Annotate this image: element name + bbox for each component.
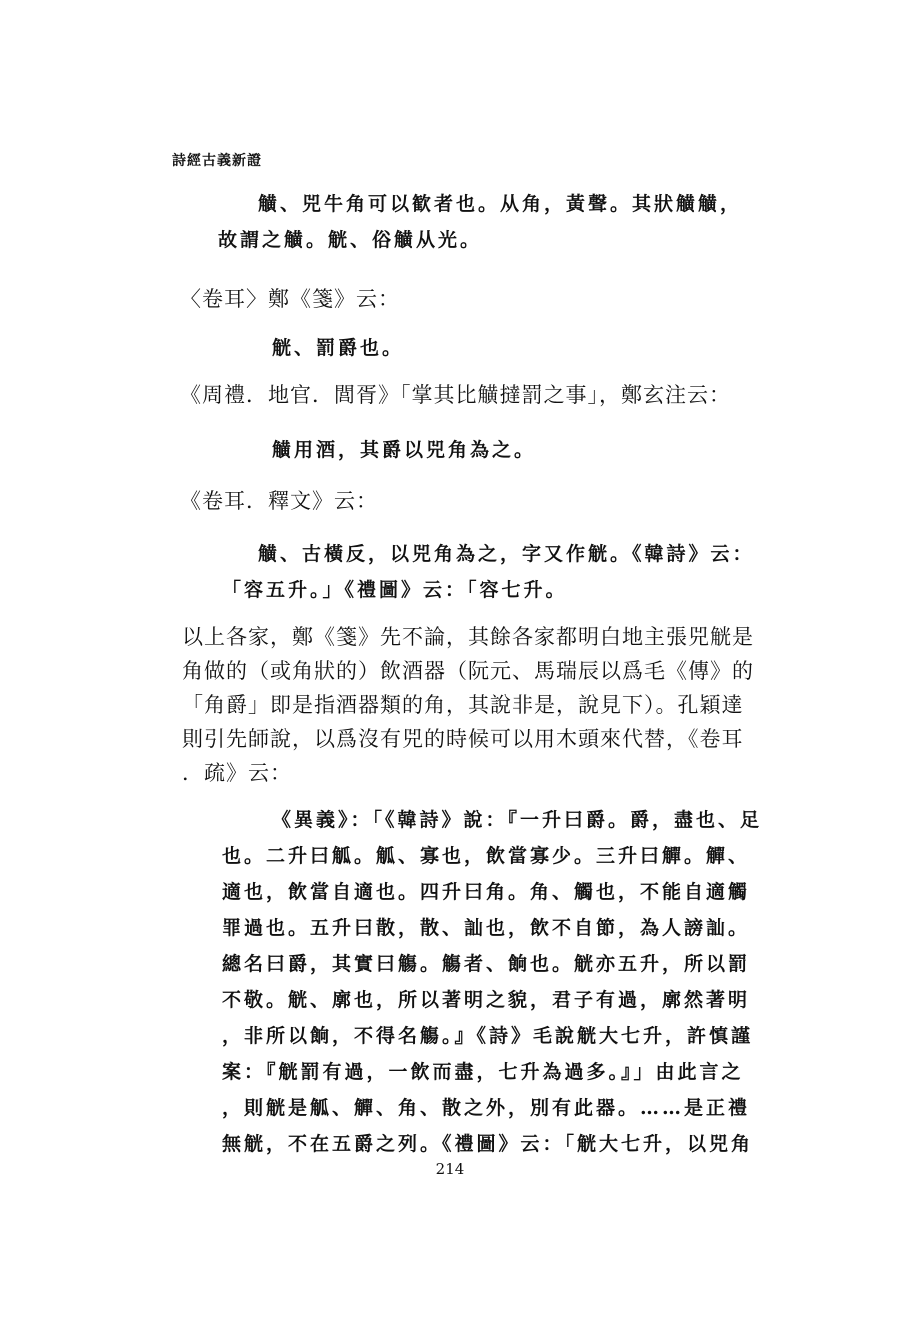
quote-shuowen-cont [218,222,482,258]
intro-shiwen: 《卷耳．釋文》云： [180,489,378,513]
quote-shuowen [258,186,742,222]
quote-yiyi-first [272,802,762,838]
intro-juaner-jian: 〈卷耳〉鄭《箋》云： [180,287,400,311]
quote-line: 無觥，不在五爵之列。《禮圖》云：「觥大七升，以兕角 [222,1133,754,1155]
quote-line: 適也，飲當自適也。四升曰角。角、觸也，不能自適觸 [222,881,751,903]
quote-line: 總名曰爵，其實曰觴。觴者、餉也。觥亦五升，所以罰 [222,953,751,975]
quote-shiwen-cont [222,572,568,608]
quote-line: 不敬。觥、廓也，所以著明之貌，君子有過，廓然著明 [222,989,751,1011]
quote-line: 觵、古橫反，以兕角為之，字又作觥。《韓詩》云： [258,543,755,565]
running-title: 詩經古義新證 [172,153,262,169]
quote-line: 故謂之觵。觥、俗觵从光。 [218,229,483,251]
paragraph-line: 角做的（或角狀的）飲酒器（阮元、馬瑞辰以爲毛《傳》的 [182,659,754,683]
quote-line: 也。二升曰觚。觚、寡也，飲當寡少。三升曰觶。觶、 [222,845,751,867]
paragraph-line: 以上各家，鄭《箋》先不論，其餘各家都明白地主張兕觥是 [182,625,754,649]
quote-juaner-jian: 觥、罰爵也。 [272,337,405,359]
quote-yiyi [222,838,753,1162]
quote-shiwen [258,536,755,572]
quote-zhouli-note: 觵用酒，其爵以兕角為之。 [272,439,537,461]
quote-line: 觵、兕牛角可以歓者也。从角，黃聲。其狀觵觵， [258,193,743,215]
body-paragraph [182,620,754,790]
page-number: 214 [435,1160,465,1178]
quote-line: ，非所以餉，不得名觴。』《詩》毛說觥大七升，許慎謹 [222,1025,754,1047]
intro-zhouli: 《周禮．地官．閭胥》「掌其比觵撻罰之事」，鄭玄注云： [180,383,731,407]
paragraph-line: 「角爵」即是指酒器類的角，其說非是，說見下）。孔穎達 [182,693,744,717]
paragraph-line: ．疏》云： [182,761,292,785]
quote-line: ，則觥是觚、觶、角、散之外，別有此器。……是正禮 [222,1097,751,1119]
quote-line: 《異義》：「《韓詩》說：『一升曰爵。爵，盡也、足 [272,809,763,831]
quote-line: 「容五升。」《禮圖》云：「容七升。 [222,579,568,601]
quote-line: 罪過也。五升曰散，散、訕也，飲不自節，為人謗訕。 [222,917,751,939]
quote-line: 案：『觥罰有過，一飲而盡，七升為過多。』」由此言之 [222,1061,744,1083]
paragraph-line: 則引先師說，以爲沒有兕的時候可以用木頭來代替，《卷耳 [182,727,744,751]
